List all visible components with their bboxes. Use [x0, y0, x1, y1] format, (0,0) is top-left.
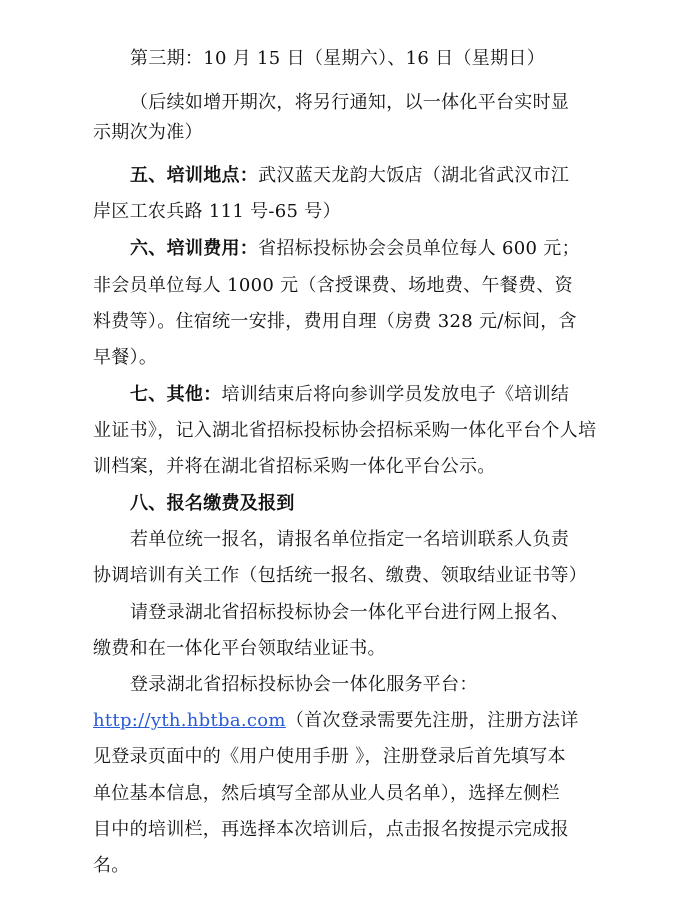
platform-instructions-line-2: 单位基本信息，然后填写全部从业人员名单），选择左侧栏 — [93, 783, 560, 804]
section-6-heading: 六、培训费用： — [130, 238, 259, 259]
section-7-heading: 七、其他： — [130, 384, 222, 405]
schedule-period-3: 第三期：10 月 15 日（星期六）、16 日（星期日） — [130, 48, 545, 69]
training-fee-line-2: 非会员单位每人 1000 元（含授课费、场地费、午餐费、资 — [93, 275, 573, 296]
training-fee-line-1 — [130, 237, 580, 261]
section-5-heading: 五、培训地点： — [130, 165, 259, 186]
registration-line-4: 缴费和在一体化平台领取结业证书。 — [93, 638, 386, 659]
platform-url-note: （首次登录需要先注册，注册方法详 — [285, 710, 579, 731]
other-line-1 — [130, 383, 569, 407]
schedule-note-line-2: 示期次为准） — [93, 122, 203, 143]
platform-url-line — [93, 709, 579, 733]
training-location-line-2: 岸区工农兵路 111 号-65 号） — [93, 201, 341, 222]
registration-line-1: 若单位统一报名，请报名单位指定一名培训联系人负责 — [130, 529, 570, 550]
registration-line-2: 协调培训有关工作（包括统一报名、缴费、领取结业证书等） — [93, 565, 588, 586]
training-location-text: 武汉蓝天龙韵大饭店（湖北省武汉市江 — [258, 165, 570, 186]
platform-instructions-line-4: 名。 — [93, 855, 130, 876]
training-location-line-1 — [130, 164, 569, 188]
training-fee-line-4: 早餐）。 — [93, 347, 158, 368]
platform-login-line: 登录湖北省招标投标协会一体化服务平台： — [130, 674, 478, 695]
registration-line-3: 请登录湖北省招标投标协会一体化平台进行网上报名、 — [130, 602, 570, 623]
platform-instructions-line-1: 见登录页面中的《用户使用手册 》，注册登录后首先填写本 — [93, 746, 566, 767]
training-fee-text: 省招标投标协会会员单位每人 600 元； — [258, 238, 580, 259]
platform-instructions-line-3: 目中的培训栏，再选择本次培训后，点击报名按提示完成报 — [93, 819, 569, 840]
other-line-2: 业证书》，记入湖北省招标投标协会招标采购一体化平台个人培 — [93, 420, 597, 441]
training-fee-line-3: 料费等）。住宿统一安排，费用自理（房费 328 元/标间，含 — [93, 311, 577, 332]
section-8-heading: 八、报名缴费及报到 — [130, 493, 295, 514]
platform-url-link[interactable]: http://yth.hbtba.com — [93, 710, 286, 731]
other-text: 培训结束后将向参训学员发放电子《培训结 — [221, 384, 570, 405]
other-line-3: 训档案，并将在湖北省招标采购一体化平台公示。 — [93, 456, 496, 477]
schedule-note-line-1: （后续如增开期次，将另行通知，以一体化平台实时显 — [130, 92, 570, 113]
